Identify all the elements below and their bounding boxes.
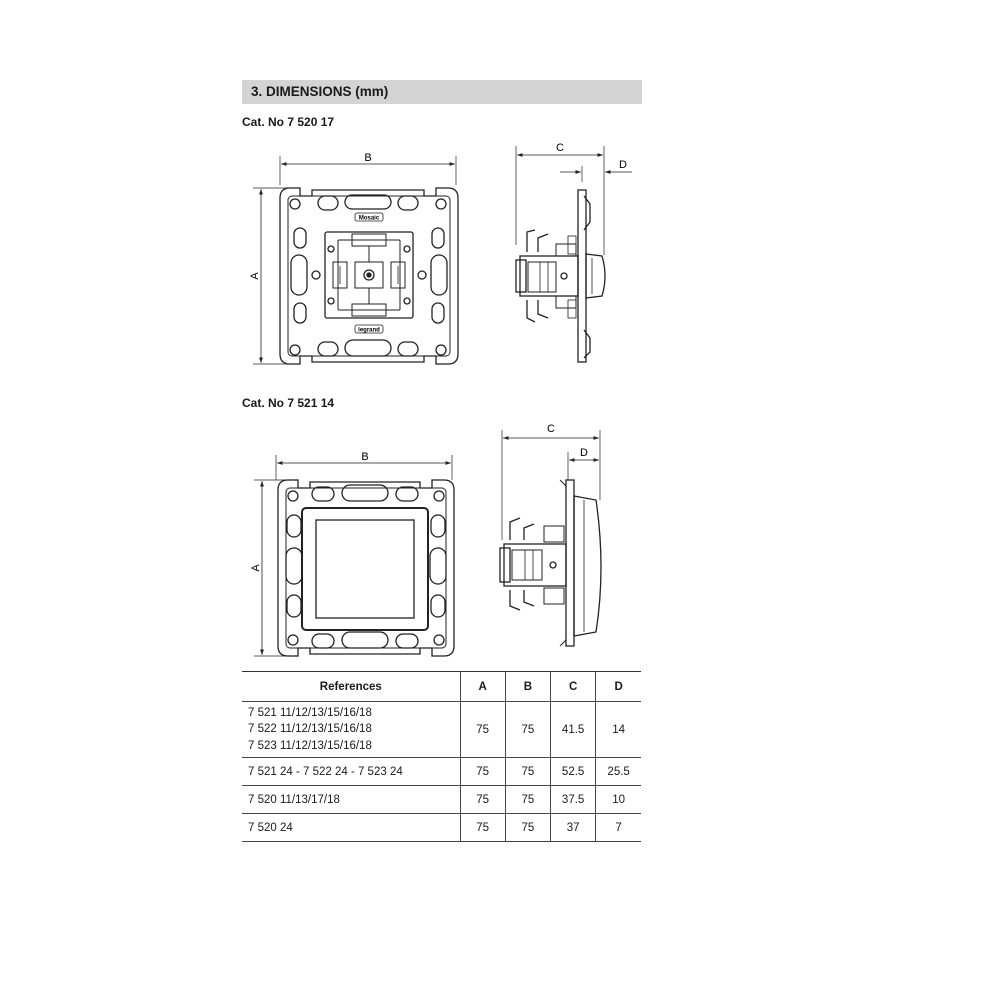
value-c: 37.5: [551, 786, 596, 814]
dim-b-label-2: B: [361, 451, 369, 463]
value-c: 41.5: [551, 702, 596, 758]
table-header-row: [242, 672, 641, 702]
dim-c-label-1: C: [556, 142, 564, 154]
dim-c-label-2: C: [547, 423, 555, 435]
value-b: 75: [505, 814, 550, 842]
cat-no-label-1: Cat. No 7 520 17: [242, 115, 335, 129]
embossed-mark-top: Mosaic: [358, 215, 380, 222]
value-d: 14: [596, 702, 641, 758]
ref-line: 7 522 11/12/13/15/16/18: [248, 723, 372, 736]
dim-d-label-2: D: [580, 447, 588, 459]
section-title: 3. DIMENSIONS (mm): [251, 84, 389, 99]
embossed-mark-bottom: legrand: [358, 327, 380, 334]
header-a: A: [460, 672, 505, 702]
dim-a-label-1: A: [249, 272, 261, 280]
side-view-1: [516, 146, 632, 362]
ref-cell: [242, 702, 460, 758]
value-b: 75: [505, 786, 550, 814]
dim-a-label-2: A: [250, 564, 262, 572]
value-d: 10: [596, 786, 641, 814]
ref-cell: 7 520 11/13/17/18: [242, 786, 460, 814]
value-a: 75: [460, 814, 505, 842]
dimensions-table: [242, 671, 641, 842]
value-d: 25.5: [596, 758, 641, 786]
ref-line: 7 523 11/12/13/15/16/18: [248, 739, 372, 752]
table-row: [242, 758, 641, 786]
value-a: 75: [460, 702, 505, 758]
header-c: C: [551, 672, 596, 702]
value-b: 75: [505, 758, 550, 786]
front-view-1: [253, 156, 458, 364]
value-c: 37: [551, 814, 596, 842]
ref-cell: 7 520 24: [242, 814, 460, 842]
ref-line: 7 521 11/12/13/15/16/18: [248, 706, 372, 719]
front-view-2: [254, 455, 454, 656]
ref-cell: 7 521 24 - 7 522 24 - 7 523 24: [242, 758, 460, 786]
value-a: 75: [460, 758, 505, 786]
table-row: [242, 814, 641, 842]
cat-no-label-2: Cat. No 7 521 14: [242, 396, 335, 410]
value-c: 52.5: [551, 758, 596, 786]
value-d: 7: [596, 814, 641, 842]
header-d: D: [596, 672, 641, 702]
header-references: References: [242, 672, 460, 702]
value-a: 75: [460, 786, 505, 814]
value-b: 75: [505, 702, 550, 758]
side-view-2: [500, 430, 601, 646]
dim-b-label-1: B: [364, 152, 372, 164]
table-row: [242, 786, 641, 814]
table-row: [242, 702, 641, 758]
dim-d-label-1: D: [619, 159, 627, 171]
header-b: B: [505, 672, 550, 702]
